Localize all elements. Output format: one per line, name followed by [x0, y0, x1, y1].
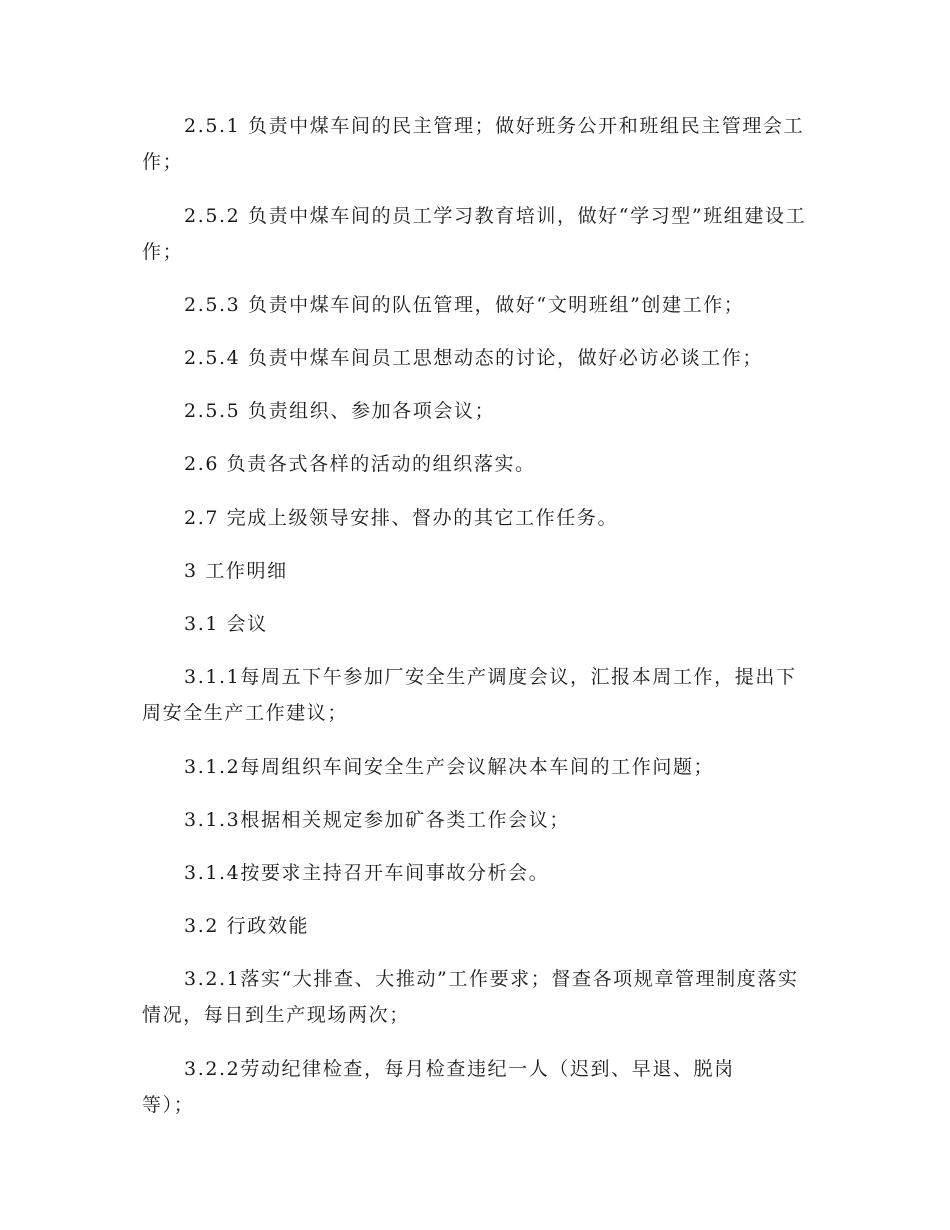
paragraph-2-6: 2.6 负责各式各样的活动的组织落实。 [184, 453, 536, 475]
paragraph-2-5-2: 2.5.2 负责中煤车间的员工学习教育培训，做好“学习型”班组建设工作； [142, 205, 807, 263]
section-heading-3: 3 工作明细 [184, 560, 288, 582]
paragraph-3-1-2: 3.1.2每周组织车间安全生产会议解决本车间的工作问题； [184, 756, 715, 778]
paragraph-3-2-2: 3.2.2劳动纪律检查，每月检查违纪一人（迟到、早退、脱岗等）； [142, 1058, 735, 1116]
paragraph-3-1-4: 3.1.4按要求主持召开车间事故分析会。 [184, 862, 550, 884]
paragraph-3-1-1: 3.1.1每周五下午参加厂安全生产调度会议，汇报本周工作，提出下周安全生产工作建议； [142, 666, 797, 724]
paragraph-2-5-3: 2.5.3 负责中煤车间的队伍管理，做好“文明班组”创建工作； [184, 294, 745, 316]
section-heading-3-1: 3.1 会议 [184, 613, 268, 635]
section-heading-3-2: 3.2 行政效能 [184, 915, 310, 937]
paragraph-2-5-4: 2.5.4 负责中煤车间员工思想动态的讨论，做好必访必谈工作； [184, 347, 763, 369]
paragraph-2-7: 2.7 完成上级领导安排、督办的其它工作任务。 [184, 507, 619, 529]
paragraph-3-2-1: 3.2.1落实“大排查、大推动”工作要求；督查各项规章管理制度落实情况，每日到生产现场两次； [142, 968, 799, 1026]
paragraph-2-5-5: 2.5.5 负责组织、参加各项会议； [184, 400, 496, 422]
paragraph-2-5-1: 2.5.1 负责中煤车间的民主管理；做好班务公开和班组民主管理会工作； [142, 115, 805, 173]
paragraph-3-1-3: 3.1.3根据相关规定参加矿各类工作会议； [184, 809, 570, 831]
